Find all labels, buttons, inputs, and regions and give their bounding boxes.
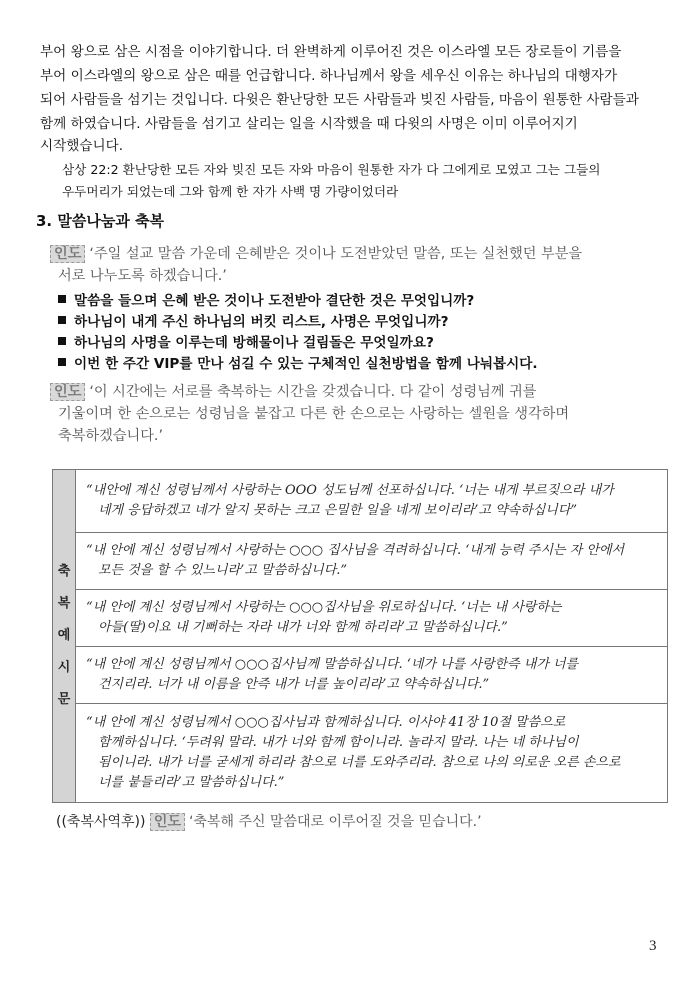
- blessing-line: “내 안에 계신 성령님께서 사랑하는 ○○○집사님을 위로하십니다. ‘너는 내 사랑하는: [86, 600, 562, 615]
- closing-text: ‘축복해 주신 말씀대로 이루어질 것을 믿습니다.’: [188, 814, 482, 830]
- blessing-line: 모든 것을 할 수 있느니라’고 말씀하십니다.”: [98, 563, 348, 578]
- intro-line: 부어 왕으로 삼은 시점을 이야기합니다. 더 완벽하게 이루어진 것은 이스라엘 모든 장로들이 기름을: [40, 44, 622, 60]
- blessing-example: [76, 470, 668, 533]
- question-text: 이번 한 주간 VIP를 만나 섬길 수 있는 구체적인 실천방법을 함께 나눠봅시다.: [74, 356, 538, 372]
- side-label-char: 축: [57, 564, 71, 579]
- blessing-example: [76, 533, 668, 590]
- question-item: [58, 333, 668, 354]
- table-row: [53, 704, 668, 803]
- square-bullet-icon: [58, 316, 66, 324]
- side-label-char: 복: [57, 596, 71, 611]
- blessing-line: “내 안에 계신 성령님께서 사랑하는 ○○○ 집사님을 격려하십니다. ‘내게 능력 주시는 자 안에서: [86, 543, 625, 558]
- blessing-line: 아들(딸)이요 내 기뻐하는 자라 내가 너와 함께 하리라’고 말씀하십니다.”: [98, 620, 508, 635]
- question-text: 하나님의 사명을 이루는데 방해물이나 걸림돌은 무엇일까요?: [74, 335, 434, 351]
- blessing-line: “내안에 계신 성령님께서 사랑하는 OOO 성도님께 선포하십니다. ‘너는 내게 부르짖으라 내가: [86, 483, 614, 498]
- side-label-char: 시: [57, 660, 71, 675]
- table-row: [53, 470, 668, 533]
- question-item: [58, 354, 668, 375]
- intro-line: 부어 이스라엘의 왕으로 삼은 때를 언급합니다. 하나님께서 왕을 세우신 이유는 하나님의 대행자가: [40, 68, 618, 84]
- square-bullet-icon: [58, 358, 66, 366]
- intro-line: 되어 사람들을 섬기는 것입니다. 다윗은 환난당한 모든 사람들과 빚진 사람들, 마음이 원통한 사람들과: [40, 92, 639, 108]
- blessing-example: [76, 647, 668, 704]
- closing-prefix: ((축복사역후)): [56, 814, 146, 830]
- blessing-side-label: [53, 470, 76, 803]
- discussion-questions: [58, 291, 668, 375]
- question-item: [58, 312, 668, 333]
- table-row: [53, 533, 668, 590]
- intro-line: 시작했습니다.: [40, 138, 124, 154]
- closing-line: [56, 811, 676, 833]
- table-row: [53, 647, 668, 704]
- side-label-char: 문: [57, 692, 71, 707]
- blessing-line: 됨이니라. 내가 너를 굳세게 하리라 참으로 너를 도와주리라. 참으로 나의 의로운 오른 손으로: [98, 755, 621, 770]
- intro-line: 함께 하였습니다. 사람들을 섬기고 살리는 일을 시작했을 때 다윗의 사명은 이미 이루어지기: [40, 116, 578, 132]
- square-bullet-icon: [58, 337, 66, 345]
- question-text: 말씀을 들으며 은혜 받은 것이나 도전받아 결단한 것은 무엇입니까?: [74, 293, 475, 309]
- question-text: 하나님이 내게 주신 하나님의 버킷 리스트, 사명은 무엇입니까?: [74, 314, 449, 330]
- blessing-line: “내 안에 계신 성령님께서 ○○○집사님과 함께하십니다. 이사야 41장 10절 말씀으로: [86, 715, 566, 730]
- blessing-line: 네게 응답하겠고 네가 알지 못하는 크고 은밀한 일을 네게 보이리라’고 약속하십니다”: [98, 503, 578, 518]
- square-bullet-icon: [58, 295, 66, 303]
- guide-text: ‘이 시간에는 서로를 축복하는 시간을 갖겠습니다. 다 같이 성령님께 귀를: [89, 384, 537, 400]
- guide-instruction-2: [50, 381, 664, 447]
- guide-line: 기울이며 한 손으로는 성령님을 붙잡고 다른 한 손으로는 사랑하는 셀원을 생각하며: [58, 406, 570, 422]
- table-row: [53, 590, 668, 647]
- blessing-example: [76, 590, 668, 647]
- blessing-line: 건지리라. 너가 내 이름을 안즉 내가 너를 높이리라’고 약속하십니다.”: [98, 677, 490, 692]
- blessing-example: [76, 704, 668, 803]
- guide-tag: 인도: [50, 245, 85, 263]
- guide-line: 축복하겠습니다.’: [58, 428, 163, 444]
- guide-tag: 인도: [50, 383, 85, 401]
- section-heading: 3. 말씀나눔과 축복: [36, 212, 165, 230]
- guide-instruction-1: [50, 243, 664, 287]
- blessing-line: “내 안에 계신 성령님께서 ○○○집사님께 말씀하십니다. ‘네가 나를 사랑한즉 내가 너를: [86, 657, 579, 672]
- guide-line: [50, 243, 664, 265]
- question-item: [58, 291, 668, 312]
- blessing-line: 너를 붙들리라’고 말씀하십니다.”: [98, 775, 285, 790]
- guide-line: 서로 나누도록 하겠습니다.’: [58, 268, 227, 284]
- scripture-line: 삼상 22:2 환난당한 모든 자와 빚진 모든 자와 마음이 원통한 자가 다 그에게로 모였고 그는 그들의: [62, 162, 601, 177]
- blessing-examples-table: [52, 469, 668, 803]
- page-number: 3: [649, 938, 657, 954]
- side-label-char: 예: [57, 628, 71, 643]
- guide-tag: 인도: [150, 813, 185, 831]
- scripture-line: 우두머리가 되었는데 그와 함께 한 자가 사백 명 가량이었더라: [62, 184, 399, 199]
- blessing-line: 함께하십니다. ‘두려워 말라. 내가 너와 함께 함이니라. 놀라지 말라. 나는 네 하나님이: [98, 735, 579, 750]
- guide-text: ‘주일 설교 말씀 가운데 은혜받은 것이나 도전받았던 말씀, 또는 실천했던 부분을: [89, 246, 583, 262]
- guide-line: [50, 381, 664, 403]
